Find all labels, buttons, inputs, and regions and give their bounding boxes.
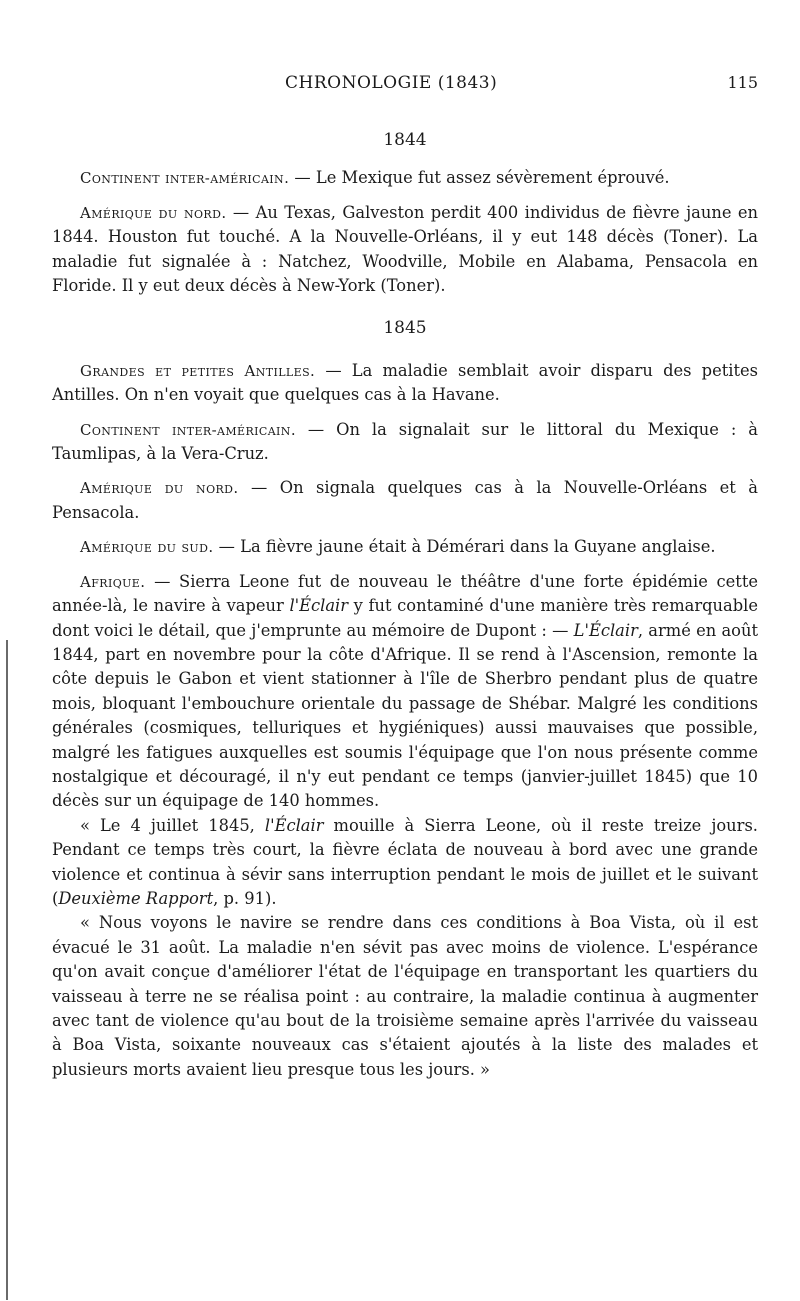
entry-1845-antilles (52, 359, 758, 408)
quote-paragraph-2: « Nous voyons le navire se rendre dans ces conditions à Boa Vista, où il est évacué le 31 août. La maladie n'en sévit pas avec moins de violence. L'espérance qu'on avait conçue d'améliorer l'état de l'équipage en transportant les quartiers du vaisseau à terre ne se réalisa point : au contraire, la maladie continua à augmenter avec tant de violence qu'au bout de la troisième semaine après l'arrivée du vaisseau à Boa Vista, soixante nouveaux cas s'étaient ajoutés à la liste des malades et plusieurs morts avaient lieu presque tous les jours. » (52, 913, 758, 1079)
entry-1844-continent (52, 166, 758, 190)
quote-text: « Le 4 juillet 1845, (80, 815, 265, 835)
entry-text: — Le Mexique fut assez sévèrement éprouvé. (289, 168, 670, 188)
region-label: Continent inter-américain. (80, 420, 296, 439)
entry-1844-amerique-nord (52, 201, 758, 299)
page-number: 115 (727, 73, 758, 92)
entry-text: — Sierra Leone fut de nouveau le théâtre d'une forte épidémie cette année-là, le navire à vapeur (52, 571, 758, 616)
year-heading-1845: 1845 (383, 318, 427, 339)
entry-1845-amerique-sud (52, 535, 758, 559)
region-label: Grandes et petites Antilles. (80, 361, 316, 380)
entry-1845-continent (52, 418, 758, 467)
page-body (52, 128, 758, 1082)
entry-text: — Au Texas, Galveston perdit 400 individus de fièvre jaune en 1844. Houston fut touché. A la Nouvelle-Orléans, il y eut 148 décès (Toner). La maladie fut signalée à : Natchez, Woodville, Mobile en Alabama, Pensacola en Floride. Il y eut deux décès à New-York (Toner). (52, 202, 758, 296)
region-label: Continent inter-américain. (80, 169, 290, 188)
quote-text: mouille à Sierra Leone, où il reste treize jours. Pendant ce temps très court, la fièvre éclata de nouveau à bord avec une grande violence et continua à sévir sans interruption pendant le mois de juillet et le suivant ( (52, 815, 758, 908)
ship-name: l'Éclair (289, 596, 349, 616)
year-heading-1844: 1844 (383, 130, 427, 150)
running-head: CHRONOLOGIE (1843) (285, 73, 498, 93)
region-label: Amérique du nord. (80, 203, 227, 222)
entry-1845-afrique (52, 570, 758, 814)
quote-text: , p. 91). (213, 888, 277, 908)
entry-1845-amerique-nord (52, 476, 758, 525)
entry-text: y fut contaminé d'une manière très remarquable dont voici le détail, que j'emprunte au mémoire de Dupont : — (52, 596, 759, 640)
entry-text: — On signala quelques cas à la Nouvelle-Orléans et à Pensacola. (52, 478, 759, 522)
page-edge-rule (6, 640, 8, 1300)
entry-text: — La maladie semblait avoir disparu des petites Antilles. On n'en voyait que quelques cas à la Havane. (52, 360, 758, 405)
region-label: Afrique. (80, 572, 146, 591)
region-label: Amérique du sud. (80, 538, 214, 557)
region-label: Amérique du nord. (80, 479, 239, 498)
entry-text: — La fièvre jaune était à Démérari dans la Guyane anglaise. (213, 537, 716, 557)
entry-text: , armé en août 1844, part en novembre pour la côte d'Afrique. Il se rend à l'Ascension, remonte la côte depuis le Gabon et vient stationner à l'île de Sherbro pendant plus de quatre mois, bloquant l'embouchure orientale du passage de Shébar. Malgré les conditions générales (cosmiques, telluriques et hygiéniques) aussi mauvaises que possible, malgré les fatigues auxquelles est soumis l'équipage que l'on nous présente comme nostalgique et découragé, il n'y eut pendant ce temps (janvier-juillet 1845) que 10 décès sur un équipage de 140 hommes. (52, 620, 758, 811)
ship-name: l'Éclair (264, 815, 324, 835)
quote-paragraph-1 (52, 814, 758, 912)
ship-name: L'Éclair (573, 620, 638, 640)
entry-text: — On la signalait sur le littoral du Mexique : à Taumlipas, à la Vera-Cruz. (52, 419, 758, 464)
report-reference: Deuxième Rapport (58, 888, 214, 908)
